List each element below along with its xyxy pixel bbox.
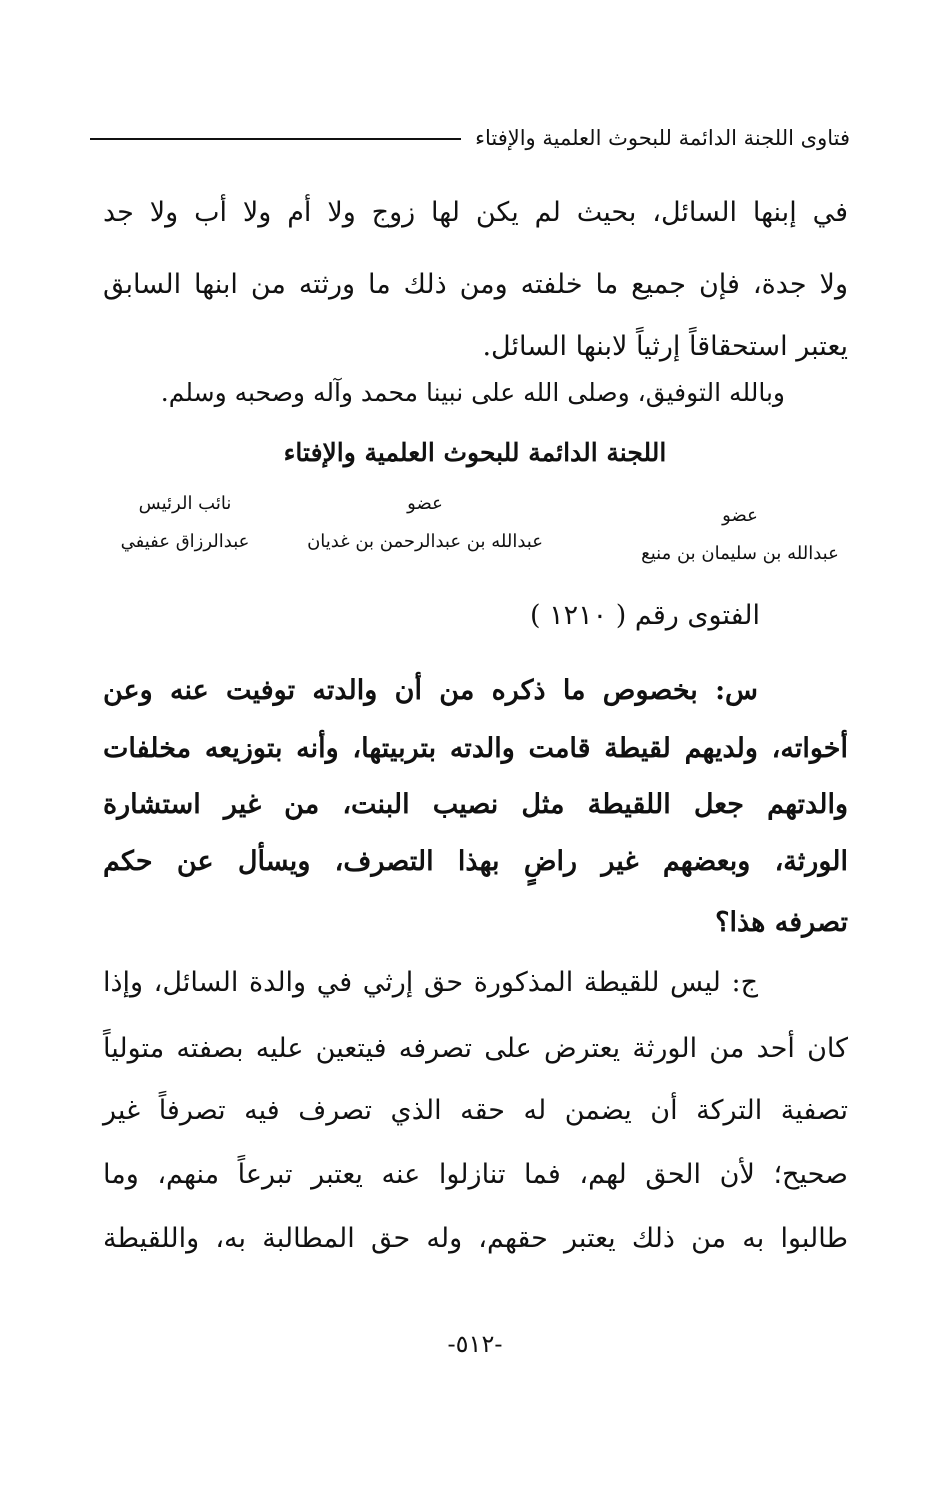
signatory-role: نائب الرئيس bbox=[138, 493, 232, 514]
signatory-name: عبدالله بن عبدالرحمن بن غديان bbox=[307, 531, 543, 552]
header-rule bbox=[90, 138, 461, 140]
signatory bbox=[110, 486, 260, 562]
running-header bbox=[90, 118, 850, 158]
answer-line: تصفية التركة أن يضمن له حقه الذي تصرف فيه تصرفاً غير bbox=[103, 1095, 848, 1126]
signatory-name: عبدالرزاق عفيفي bbox=[120, 531, 250, 552]
question-line: تصرفه هذا؟ bbox=[715, 907, 848, 938]
answer-line: كان أحد من الورثة يعترض على تصرفه فيتعين عليه بصفته متولياً bbox=[103, 1033, 848, 1064]
answer-line: صحيح؛ لأن الحق لهم، فما تنازلوا عنه يعتبر تبرعاً منهم، وما bbox=[103, 1159, 848, 1190]
answer-line: ج: ليس للقيطة المذكورة حق إرثي في والدة السائل، وإذا bbox=[103, 967, 758, 998]
text-line: ولا جدة، فإن جميع ما خلفته ومن ذلك ما ورثته من ابنها السابق bbox=[103, 269, 848, 300]
page-number: -٥١٢- bbox=[447, 1330, 503, 1358]
question-line: والدتهم جعل اللقيطة مثل نصيب البنت، من غير استشارة bbox=[103, 789, 848, 820]
text-line: يعتبر استحقاقاً إرثياً لابنها السائل. bbox=[482, 331, 848, 362]
signatory-name: عبدالله بن سليمان بن منيع bbox=[641, 543, 839, 564]
text-line: في إبنها السائل، بحيث لم يكن لها زوج ولا أم ولا أب ولا جد bbox=[103, 197, 848, 228]
fatwa-number: الفتوى رقم ( ١٢١٠ ) bbox=[530, 600, 760, 631]
committee-name: اللجنة الدائمة للبحوث العلمية والإفتاء bbox=[283, 438, 667, 467]
question-line: أخواته، ولديهم لقيطة قامت والدته بتربيتها، وأنه بتوزيعه مخلفات bbox=[103, 733, 848, 764]
question-line: الورثة، وبعضهم غير راضٍ بهذا التصرف، ويسأل عن حكم bbox=[103, 846, 848, 877]
signatory bbox=[305, 486, 545, 562]
signatory-role: عضو bbox=[407, 493, 443, 514]
closing-formula: وبالله التوفيق، وصلى الله على نبينا محمد وآله وصحبه وسلم. bbox=[160, 378, 785, 407]
answer-line: طالبوا به من ذلك يعتبر حقهم، وله حق المطالبة به، واللقيطة bbox=[103, 1223, 848, 1254]
running-header-title: فتاوى اللجنة الدائمة للبحوث العلمية والإفتاء bbox=[475, 126, 850, 150]
question-line: س: بخصوص ما ذكره من أن والدته توفيت عنه وعن bbox=[103, 675, 758, 706]
signatory-role: عضو bbox=[722, 505, 758, 526]
signatory bbox=[640, 498, 840, 574]
